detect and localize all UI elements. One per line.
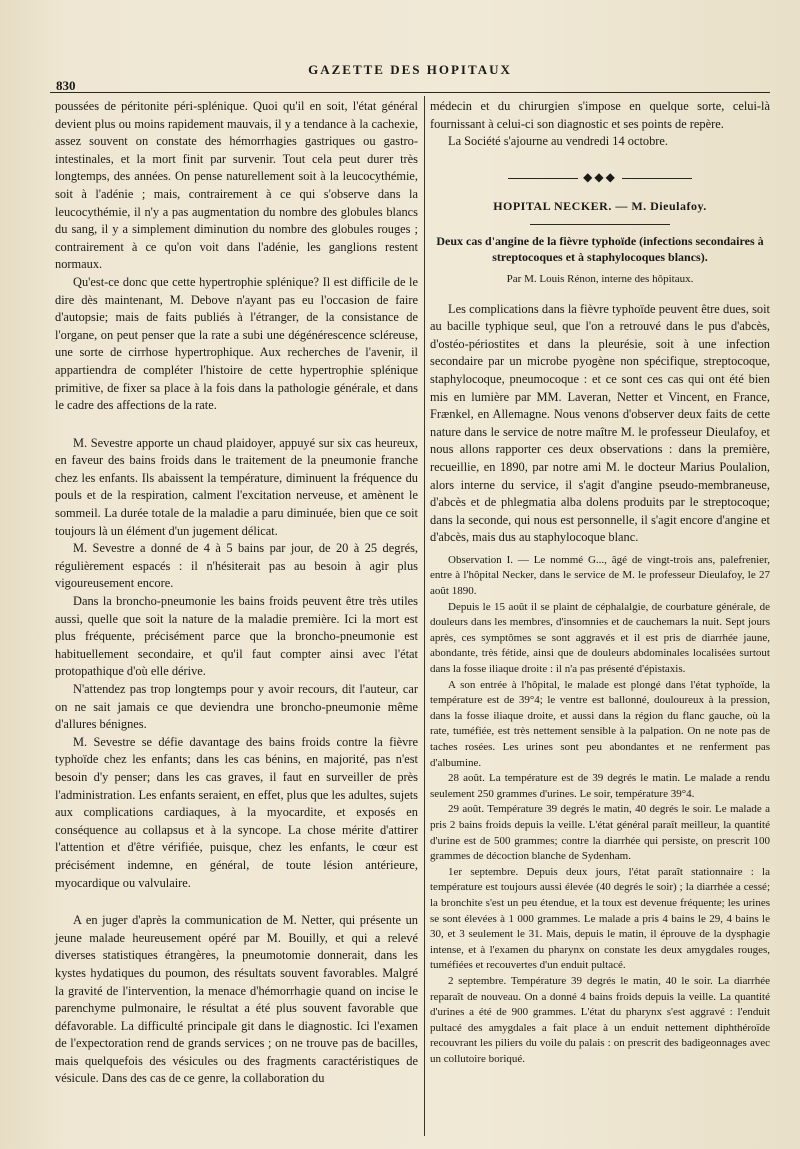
observation-paragraph: A son entrée à l'hôpital, le malade est plongé dans l'état typhoïde, la température est de 39°4; le ventre est ballonné, douloureux à la pression, dans la fosse iliaque droite, et aussi dans la région du flanc gauche, où la rate, tuméfiée, est très nettement sensible à la palpation. On ne note pas de taches rosées. Les urines sont peu abondantes et ne renferment pas d'albumine. — [430, 678, 770, 769]
paragraph: M. Sevestre se défie davantage des bains froids contre la fièvre typhoïde chez les enfants; dans les cas bénins, en majorité, pas n'est besoin d'y penser; dans les cas graves, il faut en surveiller de près l'administration. Les enfants seraient, en effet, plus que les adultes, sujets aux complications cardiaques, à la myocardite, et exposés en conséquence au collapsus et à la syncope. La chose mérite d'attirer l'attention et d'être vérifiée, puisque, chez les enfants, le cœur est précisément indemne, en général, de toute lésion antérieure, myocardique ou valvulaire. — [55, 734, 418, 890]
right-column — [430, 98, 770, 1067]
paragraph: poussées de péritonite péri-splénique. Quoi qu'il en soit, l'état général devient plus ou moins rapidement mauvais, il y a tendance à la cachexie, assez souvent on constate des hémorrhagies gastriques ou gastro-intestinales, et la mort finit par survenir. Tout cela peut durer très longtemps, des années. On pense naturellement soit à la leucocythémie, soit à l'adénie ; mais, contrairement à ce qui s'observe dans la leucocythémie, il n'y a pas augmentation du nombre des globules blancs du sang, il y a simplement diminution du nombre des globules rouges ; contrairement à ce qu'on voit dans l'adénie, les ganglions restent normaux. — [55, 99, 418, 272]
paragraph: M. Sevestre a donné de 4 à 5 bains par jour, de 20 à 25 degrés, régulièrement espacés : il n'hésiterait pas au besoin à agir plus vigoureusement encore. — [55, 541, 418, 591]
paragraph: A en juger d'après la communication de M. Netter, qui présente un jeune malade heureusement opéré par M. Bouilly, et qui a relevé diverses statistiques étrangères, la pneumotomie donnerait, dans les kystes hydatiques du poumon, des résultats souvent favorables. Malgré la gravité de l'intervention, la menace d'hémorrhagie quand on incise le parenchyme pulmonaire, le résultat a été plus souvent favorable que défavorable. La difficulté principale git dans le diagnostic. Ici l'examen de l'expectoration rend de grands services ; on ne trouve pas de bacilles, mais quelquefois des vésicules ou des fragments caractéristiques de vésicule. Dans des cas de ce genre, la collaboration du — [55, 913, 418, 1086]
observation-paragraph: 1er septembre. Depuis deux jours, l'état paraît stationnaire : la température est toujours aussi élevée (40 degrés le soir) ; la diarrhée a cessé; la bronchite s'est un peu étendue, et la toux est devenue fréquente; les urines se sont élevées à 1 000 grammes. Le malade a pris 4 bains le 29, 4 bains le 30, et 3 seulement le 31. Mais, depuis le matin, il éprouve de la dysphagie intense, et à l'examen du pharynx on constate les deux amygdales rouges, tuméfiées et recouvertes d'un enduit pultacé. — [430, 865, 770, 972]
adjourn-note: La Société s'ajourne au vendredi 14 octobre. — [448, 134, 669, 149]
observation-paragraph: 2 septembre. Température 39 degrés le matin, 40 le soir. La diarrhée reparaît de nouveau. On a donné 4 bains froids depuis la veille. La quantité d'urines a été de 900 grammes. L'état du pharynx s'est aggravé : l'enduit pultacé des amygdales a fait place à un enduit nettement diphthéroïde recouvrant les piliers du voile du palais : on prescrit des badigeonnages avec un collutoire boriqué. — [430, 974, 770, 1065]
observation-paragraph: 28 août. La température est de 39 degrés le matin. Le malade a rendu seulement 250 grammes d'urines. Le soir, température 39°4. — [430, 772, 770, 800]
observation-block — [430, 553, 770, 1068]
page-header — [50, 56, 770, 96]
observation-paragraph: 29 août. Température 39 degrés le matin, 40 degrés le soir. Le malade a pris 2 bains froids depuis la veille. L'état général paraît meilleur, la quantité d'urine est de 500 grammes; contre la diarrhée qui persiste, on prescrit 100 grammes de décoction blanche de Sydenham. — [430, 803, 770, 863]
column-divider — [424, 96, 425, 1136]
observation-paragraph: Depuis le 15 août il se plaint de céphalalgie, de courbature générale, de douleurs dans les membres, d'insomnies et de cauchemars la nuit. Sept jours après, ces symptômes se sont aggravés et il est pris de diarrhée jaune, abondante, très fétide, ainsi que de douleurs abdominales localisées surtout dans la fosse iliaque droite : il n'a pas présenté d'épistaxis. — [430, 600, 770, 676]
section-gap — [55, 892, 418, 912]
ornament-line — [622, 178, 692, 179]
page-number: 830 — [56, 78, 76, 93]
header-rule — [50, 92, 770, 93]
section-ornament — [430, 169, 770, 187]
byline: Par M. Louis Rénon, interne des hôpitaux. — [506, 272, 694, 285]
section-gap — [55, 415, 418, 435]
paragraph: N'attendez pas trop longtemps pour y avoir recours, dit l'auteur, car on ne sait jamais ce que deviendra une broncho-pneumonie même d'allures bénignes. — [55, 682, 418, 732]
observation-paragraph: Observation I. — Le nommé G..., âgé de vingt-trois ans, palefrenier, entre à l'hôpital Necker, dans le service de M. le professeur Dieulafoy, le 27 août 1890. — [430, 553, 770, 598]
paragraph: M. Sevestre apporte un chaud plaidoyer, appuyé sur six cas heureux, en faveur des bains froids dans le traitement de la pneumonie franche chez les enfants. Ils abaissent la température, diminuent la fréquence du pouls et de la respiration, calment l'excitation nerveuse, et amènent le sommeil. La durée totale de la maladie a paru diminuée, bien que ce soit toujours là un élément d'un jugement délicat. — [55, 435, 418, 538]
hospital-heading: HOPITAL NECKER. — M. Dieulafoy. — [493, 199, 707, 214]
paragraph: Les complications dans la fièvre typhoïde peuvent être dues, soit au bacille typhique seul, que l'on a retrouvé dans le pus d'abcès, d'ostéo-périostites et dans la pleurésie, soit à une infection secondaire par un microbe pyogène non spécifique, streptocoque, staphylocoque, pneumocoque : et ce sont ces cas qui ont été bien mis en lumière par MM. Laveran, Netter et Vincent, en France, Frænkel, en Allemagne. Nous venons d'observer deux faits de cette nature dans le service de notre maître M. le professeur Dieulafoy, et nous allons rapporter ces deux observations : dans la première, recueillie, en 1890, par notre ami M. le docteur Marius Poulalion, alors interne du service, il s'agit d'angine pseudo-membraneuse, d'abcès et de phlegmatia alba dolens produits par le streptocoque; dans la seconde, qui nous est personnelle, il s'agit encore d'angine et d'abcès, mais dus au staphylocoque blanc. — [430, 301, 770, 545]
paragraph: médecin et du chirurgien s'impose en quelque sorte, celui-là fournissant à celui-ci son diagnostic et ses points de repère. — [430, 99, 770, 131]
paragraph: Qu'est-ce donc que cette hypertrophie splénique? Il est difficile de le dire dès maintenant, M. Debove n'ayant pas eu l'occasion de faire d'autopsie; mais de faits publiés à l'étranger, de la consistance de l'organe, on peut penser que la rate a subi une dégénérescence scléreuse, une sorte de cirrhose hypertrophique. Aux recherches de l'avenir, il appartiendra de compléter l'histoire de cette hypertrophie splénique primitive, de fixer sa place à la fois dans la pathologie générale, et dans le cadre des affections de la rate. — [55, 274, 418, 413]
ornament-glyph: ◆◆◆ — [583, 169, 617, 184]
paragraph: Dans la broncho-pneumonie les bains froids peuvent être très utiles aussi, quelle que soit la nature de la maladie première. Ici la mort est plus fréquente, précisément parce que la broncho-pneumonie est habituellement secondaire, et qu'il faut compter ainsi avec l'état protopathique d'où elle dérive. — [55, 594, 418, 679]
ornament-line — [508, 178, 578, 179]
article-title: Deux cas d'angine de la fièvre typhoïde (infections secondaires à streptocoques et à staphylocoques blancs). — [436, 233, 764, 264]
heading-rule — [530, 224, 670, 225]
journal-title: GAZETTE DES HOPITAUX — [308, 62, 512, 77]
left-column — [55, 98, 418, 1088]
